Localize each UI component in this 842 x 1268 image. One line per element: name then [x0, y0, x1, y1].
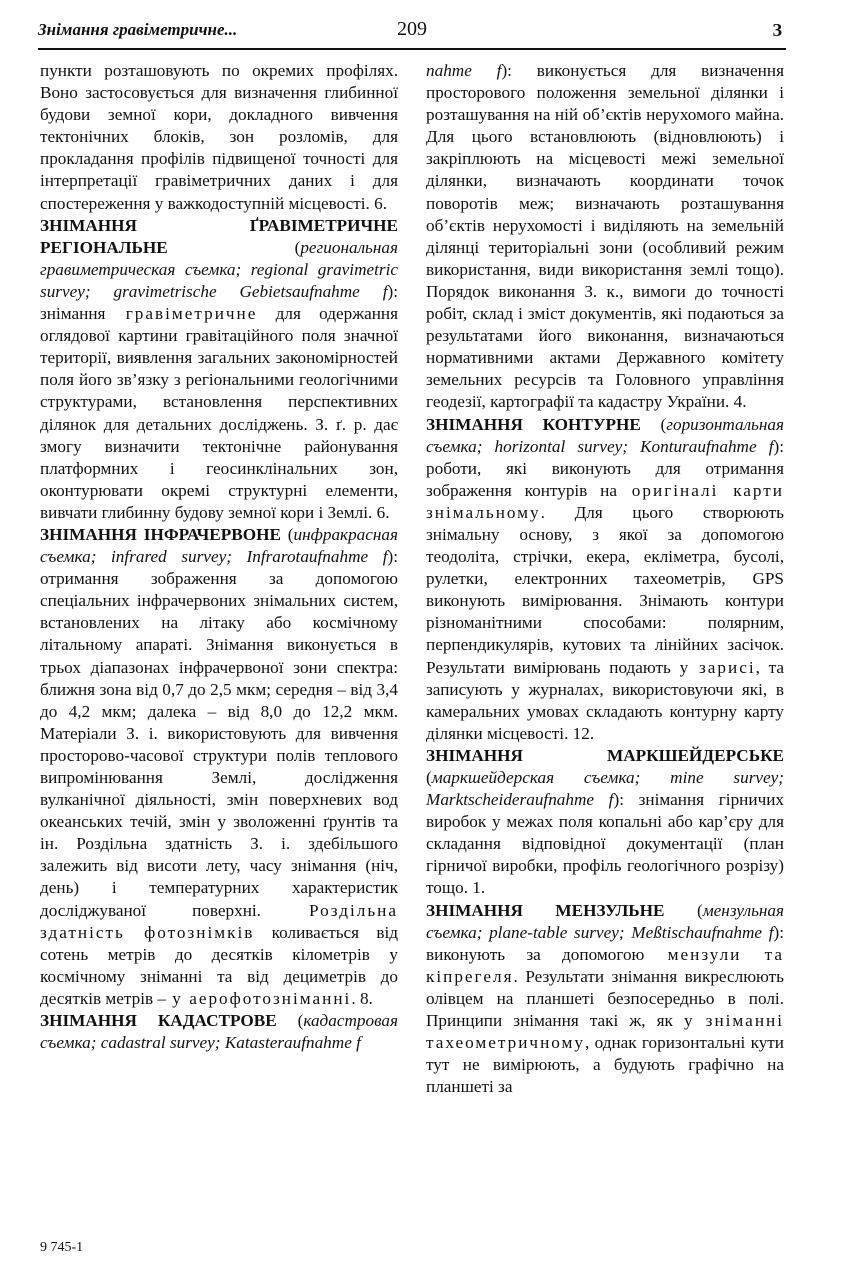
entry-gravimetric-regional: ЗНІМАННЯ ҐРАВІМЕТРИЧНЕ РЕГІОНАЛЬНЕ (региональная гравиметрическая съемка; regional gravimetric survey; gravimetrische Gebietsaufnahme f): знімання гравіметричне для одержання оглядової картини гравітаційного поля значної території, виявлення загальних закономірностей поля його зв’язку з регіональними геологічними структурами, встановлення перспективних ділянок для детальних досліджень. З. ґ. р. дає змогу визначити тектонічне районування платформних і геосинклінальних зон, оконтурювати окремі структурні елементи, вивчати глибинну будову земної кори і Землі. 6.	[40, 215, 398, 522]
spaced-emphasis: гравіметричне	[105, 304, 258, 324]
entry-translations: горизонтальная съемка; horizontal survey; Konturaufnahme f	[426, 414, 784, 456]
entry-term: ЗНІМАННЯ МАРКШЕЙДЕРСЬКЕ	[426, 745, 784, 765]
entry-translations: маркшейдерская съемка; mine survey; Marktscheideraufnahme f	[426, 768, 784, 810]
spaced-emphasis: оригіналі карти знімальному	[426, 480, 784, 522]
entry-term: ЗНІМАННЯ ІНФРАЧЕРВОНЕ	[40, 524, 281, 544]
cadastral-continuation: nahme f): виконується для визначення просторового положення земельної ділянки і розташування на ній об’єктів нерухомого майна. Для цього встановлюють (відновлюють) і закріплюють на місцевості межі земельної ділянки, визначають координати точок поворотів меж; визначають розташування об’єктів нерухомості і виділяють на земельній ділянці територіальні зони (особливий режим використання, види використання землі тощо). Порядок виконання З. к., вимоги до точності робіт, склад і зміст документів, які подаються за результатами його виконання, визначаються нормативними актами Державного комітету земельних ресурсів та Головного управління геодезії, картографії та кадастру України. 4.	[426, 61, 784, 412]
printer-signature: 9 745-1	[40, 1240, 84, 1255]
spaced-emphasis: зарисі	[688, 657, 756, 677]
entry-term: ЗНІМАННЯ ҐРАВІМЕТРИЧНЕ РЕГІОНАЛЬНЕ	[40, 215, 398, 257]
spaced-emphasis: мензули та кіпрегеля	[426, 944, 784, 986]
entry-translations: мензульная съемка; plane-table survey; Meßtischaufnahme f	[426, 900, 785, 942]
entry-translations: инфракрасная съемка; infrared survey; Infrarotaufnahme f	[40, 524, 399, 567]
continuation-paragraph: пункти розташовують по окремих профілях. Воно застосовується для визначення глибинної будови земної кори, докладного вивчення тектонічних блоків, зон розломів, для прокладання профілів підвищеної точності для інтерпретації гравіметричних даних і для спостереження у важкодоступній місцевості. 6.	[40, 61, 398, 213]
entry-infrared: ЗНІМАННЯ ІНФРАЧЕРВОНЕ (инфракрасная съемка; infrared survey; Infrarotaufnahme f): отримання зображення за допомогою спеціальних інфрачервоних знімальних систем, встановлених на літаку або космічному літальному апараті. Знімання виконується в трьох діапазонах інфрачервоної зони спектра: ближня зона від 0,7 до 2,5 мкм; середня – від 3,4 до 4,2 мкм; далека – від 8,0 до 12,2 мкм. Матеріали З. і. використовують для вивчення просторово-часової структури полів теплового випромінювання Землі, дослідження вулканічної діяльності, змін поверхневих вод океанських течій, змін у зволоженні ґрунтів та ін. Роздільна здатність З. і. здебільшого залежить від висоти лету, часу знімання (ніч, день) і температурних характеристик досліджуваної поверхні. Роздільна здатність фотознімків коливається від сотень метрів до десятків кілометрів у космічному зніманні та від дециметрів до десятків метрів – у аерофотозніманні. 8.	[40, 524, 399, 1008]
entry-cadastral: ЗНІМАННЯ КАДАСТРОВЕ (кадастровая съемка; cadastral survey; Katasteraufnahme f	[40, 1011, 398, 1053]
right-column	[426, 60, 784, 1098]
letter-marker: З	[772, 20, 782, 40]
entry-term: ЗНІМАННЯ КАДАСТРОВЕ	[40, 1011, 277, 1031]
entry-plane-table: ЗНІМАННЯ МЕНЗУЛЬНЕ (мензульная съемка; plane-table survey; Meßtischaufnahme f): виконують за допомогою мензули та кіпрегеля. Результати знімання викреслюють олівцем на планшеті безпосередньо в полі. Принципи знімання такі ж, як у зніманні тахеометричному, однак горизонтальні кути тут не вимірюють, а будують графічно на планшеті за	[426, 900, 785, 1097]
left-column	[40, 60, 398, 1054]
entry-term: ЗНІМАННЯ МЕНЗУЛЬНЕ	[426, 900, 665, 920]
entry-mine-survey: ЗНІМАННЯ МАРКШЕЙДЕРСЬКЕ (маркшейдерская съемка; mine survey; Marktscheideraufnahme f): знімання гірничих виробок у межах поля копальні або кар’єру для складання відповідної документації (план гірничої виробки, профіль геологічного розрізу) тощо. 1.	[426, 745, 785, 898]
spaced-emphasis: зніманні тахеометричному	[426, 1011, 784, 1053]
spaced-emphasis: у аерофотозніманні	[166, 988, 352, 1008]
entry-term: ЗНІМАННЯ КОНТУРНЕ	[426, 414, 641, 434]
entry-contour: ЗНІМАННЯ КОНТУРНЕ (горизонтальная съемка; horizontal survey; Konturaufnahme f): роботи, які виконують для отримання зображення контурів на оригіналі карти знімальному. Для цього створюють знімальну основу, з якої за допомогою теодоліта, стрічки, екера, екліметра, бусолі, рулетки, електронних тахеометрів, GPS виконують вимірювання. Знімають контури різноманітними способами: полярним, перпендикулярів, кутових та лінійних засічок. Результати вимірювань подають у зарисі, та записують у журналах, використовуючи які, в камеральних умовах складають контурну карту ділянки місцевості. 12.	[426, 414, 784, 743]
entry-translations: региональная гравиметрическая съемка; regional gravimetric survey; gravimetrische Gebietsaufnahme f	[40, 237, 398, 301]
running-header	[38, 18, 786, 50]
section-title: Знімання гравіметричне...	[38, 20, 238, 39]
spaced-emphasis: Роздільна здатність фотознімків	[40, 900, 398, 942]
page-number: 209	[397, 18, 427, 40]
entry-translations: кадастровая съемка; cadastral survey; Katasteraufnahme f	[40, 1011, 398, 1053]
